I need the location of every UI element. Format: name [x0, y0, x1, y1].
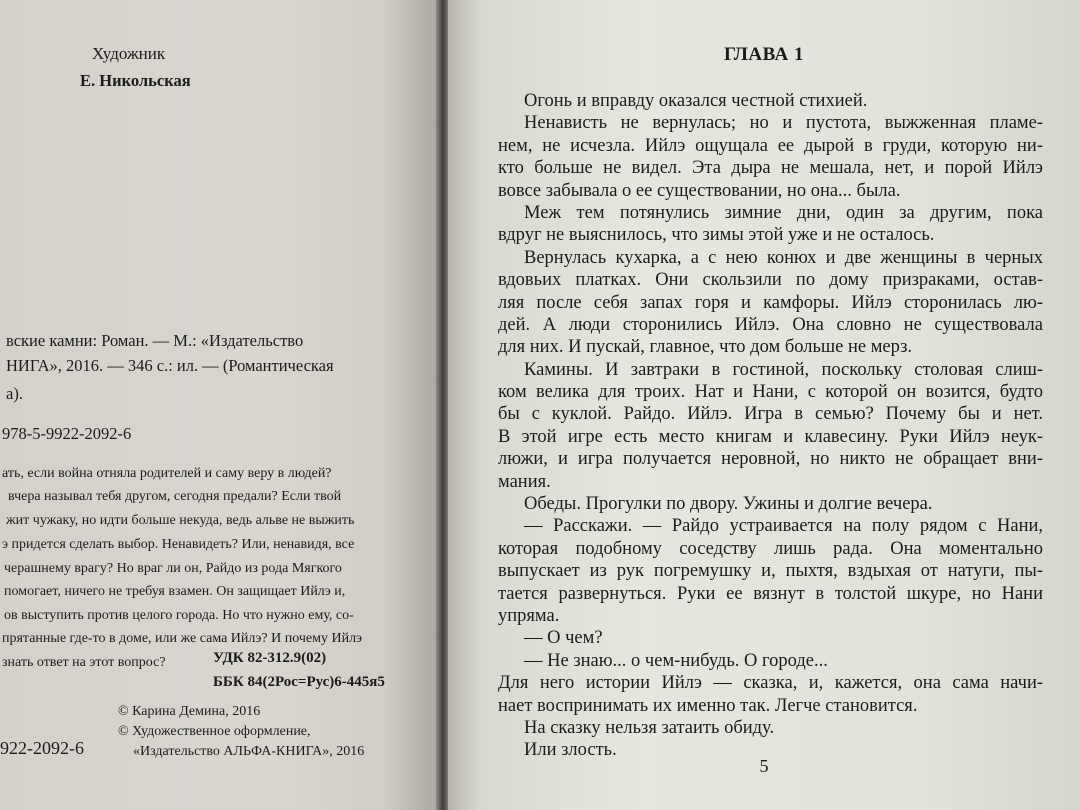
annotation-line: вчера называл тебя другом, сегодня предали? Если твой [8, 489, 342, 504]
text-line: Меж тем потянулись зимние дни, один за другим, пока [524, 202, 1043, 223]
annotation-line: жит чужаку, но идти больше некуда, ведь альве не выжить [6, 513, 355, 528]
text-line: нает воспринимать их именно так. Легче становится. [498, 695, 918, 716]
left-page [0, 0, 438, 810]
bibliography-line: а). [6, 384, 23, 403]
text-line: бы с куклой. Райдо. Ийлэ. Игра в семью? Почему бы и нет. [498, 404, 1043, 425]
text-line: вдовьих платках. Они скользили по дому призраками, остав- [498, 270, 1043, 291]
annotation-line: ать, если война отняла родителей и саму веру в людей? [2, 466, 332, 481]
isbn-bottom: 922-2092-6 [0, 738, 84, 758]
text-line: Камины. И завтраки в гостиной, поскольку столовая слиш- [524, 359, 1043, 380]
text-line: вдруг не выяснилось, что зимы этой уже и не осталось. [498, 225, 935, 246]
text-line: упряма. [498, 605, 560, 626]
annotation-line: прятанные где-то в доме, или же сама Ийлэ? И почему Ийлэ [2, 631, 363, 646]
annotation-line: помогает, ничего не требуя взамен. Он защищает Ийлэ и, [4, 584, 346, 599]
text-line: выпускает из рук погремушку и, пыхтя, вздыхая от натуги, пы- [498, 561, 1043, 582]
text-line: которая подобному соседству лишь рада. Она моментально [498, 538, 1043, 559]
text-line: мания. [498, 471, 551, 492]
annotation-line: э придется сделать выбор. Ненавидеть? Или, ненавидя, все [2, 537, 355, 552]
bibliography-line: НИГА», 2016. — 346 с.: ил. — (Романтическая [6, 356, 334, 375]
text-line: В этой игре есть место книгам и клавесину. Руки Ийлэ неук- [498, 426, 1043, 447]
text-line: Или злость. [524, 740, 617, 761]
copyright-line: © Карина Демина, 2016 [118, 704, 261, 719]
copyright-line: © Художественное оформление, [118, 724, 311, 739]
text-line: нем, не исчезла. Ийлэ ощущала ее дырой в груди, которую ни- [498, 135, 1043, 156]
copyright-line: «Издательство АЛЬФА-КНИГА», 2016 [133, 744, 365, 759]
text-line: Обеды. Прогулки по двору. Ужины и долгие вечера. [524, 494, 933, 515]
text-line: — Не знаю... о чем-нибудь. О городе... [524, 650, 828, 671]
text-line: — Расскажи. — Райдо устраивается на полу рядом с Нани, [524, 516, 1043, 537]
right-page [448, 0, 1080, 810]
text-line: — О чем? [524, 628, 603, 649]
text-line: Ненависть не вернулась; но и пустота, выжженная пламе- [524, 113, 1043, 134]
chapter-title: ГЛАВА 1 [723, 44, 805, 65]
text-line: Вернулась кухарка, а с нею конюх и две женщины в черных [524, 247, 1043, 268]
annotation-line: черашнему врагу? Но враг ли он, Райдо из рода Мягкого [4, 561, 342, 576]
text-line: вовсе забывала о ее существовании, но она... была. [498, 180, 901, 201]
page-number: 5 [759, 756, 769, 776]
text-line: ком велика для троих. Нат и Нани, с которой он возится, будто [498, 382, 1043, 403]
text-line: дей. А люди сторонились Ийлэ. Она словно не существовала [498, 314, 1043, 335]
annotation-line: ов выступить против целого города. Но что нужно ему, со- [4, 608, 354, 623]
bibliography-line: вские камни: Роман. — М.: «Издательство [6, 331, 304, 350]
text-line: люжи, и игра получается неровной, но никто не обращает вни- [498, 449, 1043, 470]
text-line: Огонь и вправду оказался честной стихией. [524, 91, 868, 111]
artist-role: Художник [92, 44, 166, 63]
text-line: На сказку нельзя затаить обиду. [524, 717, 775, 738]
text-line: ляя после себя запах горя и камфоры. Ийлэ сторонилась лю- [498, 292, 1043, 313]
isbn-top: 978-5-9922-2092-6 [2, 424, 132, 443]
artist-name: Е. Никольская [80, 71, 191, 90]
text-line: кто больше не видел. Эта дыра не мешала, нет, и порой Ийлэ [498, 158, 1043, 179]
text-line: тается развернуться. Руки ее вязнут в толстой шкуре, но Нани [498, 583, 1043, 604]
bbk-code: ББК 84(2Рос=Рус)6-445я5 [213, 674, 385, 690]
text-line: для них. И пускай, главное, что дом больше не мерз. [498, 337, 913, 358]
chapter-text [498, 90, 1043, 762]
annotation-line: знать ответ на этот вопрос? [2, 655, 166, 670]
udk-code: УДК 82-312.9(02) [213, 650, 327, 666]
text-line: Для него истории Ийлэ — сказка, и, кажется, она сама начи- [498, 673, 1043, 694]
